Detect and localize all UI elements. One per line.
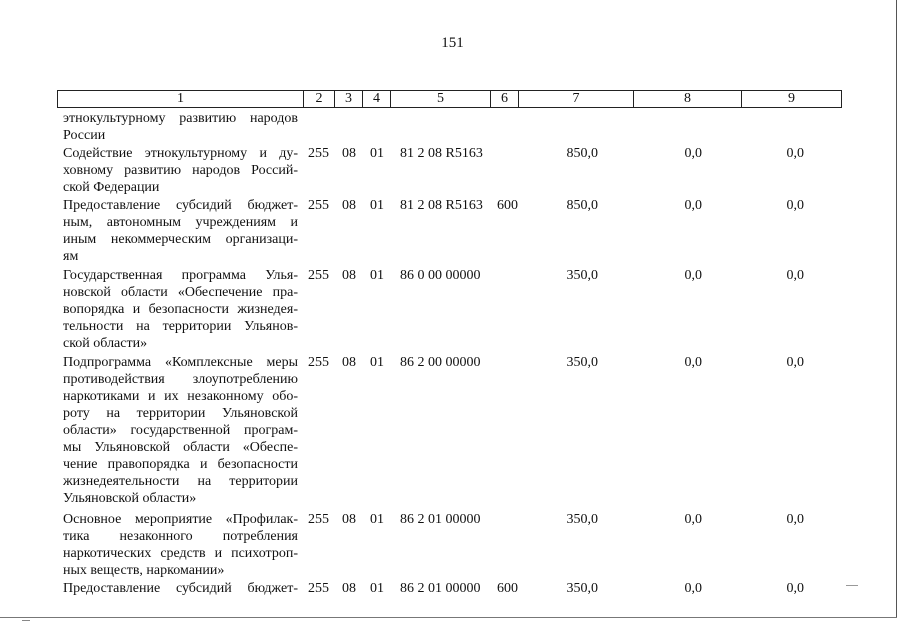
row-name-line: области» государственной програм- [63,423,298,438]
cell-section: 08 [342,146,356,161]
cell-amount-8: 0,0 [684,581,702,596]
cell-subsection: 01 [370,268,384,283]
page-border-bottom [0,617,897,618]
row-name-line: ным, автономным учреждениям и [63,215,298,230]
cell-admin-code: 255 [308,512,329,527]
cell-section: 08 [342,581,356,596]
row-name-line: тельности на территории Ульянов- [63,319,298,334]
cell-target-article: 86 2 00 00000 [400,355,481,370]
scan-mark [22,620,30,621]
cell-amount-7: 350,0 [566,512,598,527]
cell-target-article: 81 2 08 R5163 [400,146,483,161]
cell-amount-9: 0,0 [786,146,804,161]
cell-subsection: 01 [370,512,384,527]
cell-section: 08 [342,198,356,213]
cell-expense-type: 600 [497,581,518,596]
row-name-line: России [63,128,106,143]
cell-admin-code: 255 [308,146,329,161]
row-name [63,110,298,144]
cell-target-article: 86 2 01 00000 [400,512,481,527]
header-col-5: 5 [391,91,491,107]
row-name-line: Государственная программа Улья- [63,268,298,283]
row-name [63,197,298,265]
row-name [63,267,298,352]
row-name-line: Предоставление субсидий бюджет- [63,581,298,596]
row-name-line: Основное мероприятие «Профилак- [63,512,298,527]
cell-section: 08 [342,355,356,370]
row-name-line: вопорядка и безопасности жизнедея- [63,302,298,317]
row-name-line: иным некоммерческим организаци- [63,232,298,247]
cell-admin-code: 255 [308,355,329,370]
header-col-7: 7 [519,91,634,107]
row-name-line: наркотиками и их незаконному обо- [63,389,298,404]
table-header [57,90,842,108]
cell-amount-8: 0,0 [684,268,702,283]
cell-section: 08 [342,268,356,283]
header-col-6: 6 [491,91,519,107]
cell-target-article: 86 2 01 00000 [400,581,481,596]
cell-amount-8: 0,0 [684,512,702,527]
cell-amount-9: 0,0 [786,198,804,213]
row-name-line: жизнедеятельности на территории [63,474,298,489]
cell-amount-7: 350,0 [566,581,598,596]
row-name-line: ховному развитию народов Россий- [63,163,298,178]
cell-amount-7: 350,0 [566,355,598,370]
cell-target-article: 81 2 08 R5163 [400,198,483,213]
cell-subsection: 01 [370,581,384,596]
row-name-line: ных веществ, наркомании» [63,563,225,578]
row-name-line: мы Ульяновской области «Обеспе- [63,440,298,455]
row-name-line: наркотических средств и психотроп- [63,546,298,561]
cell-amount-7: 350,0 [566,268,598,283]
header-col-8: 8 [634,91,742,107]
row-name-line: чение правопорядка и безопасности [63,457,298,472]
row-name-line: Подпрограмма «Комплексные меры [63,355,298,370]
cell-admin-code: 255 [308,198,329,213]
cell-amount-9: 0,0 [786,512,804,527]
row-name [63,145,298,196]
row-name-line: ской Федерации [63,180,160,195]
cell-expense-type: 600 [497,198,518,213]
header-col-3: 3 [335,91,363,107]
row-name [63,511,298,579]
cell-amount-9: 0,0 [786,581,804,596]
cell-admin-code: 255 [308,581,329,596]
row-name-line: ям [63,249,79,264]
header-col-9: 9 [788,91,795,106]
row-name-line: ской области» [63,336,148,351]
cell-amount-8: 0,0 [684,355,702,370]
row-name-line: роту на территории Ульяновской [63,406,298,421]
cell-admin-code: 255 [308,268,329,283]
cell-amount-8: 0,0 [684,146,702,161]
row-name [63,580,298,597]
cell-amount-9: 0,0 [786,355,804,370]
row-name-line: противодействия злоупотреблению [63,372,298,387]
cell-subsection: 01 [370,355,384,370]
row-name [63,354,298,507]
cell-amount-8: 0,0 [684,198,702,213]
cell-subsection: 01 [370,146,384,161]
scan-mark [846,585,858,586]
header-col-1: 1 [58,91,304,107]
header-col-4: 4 [363,91,391,107]
cell-section: 08 [342,512,356,527]
cell-amount-9: 0,0 [786,268,804,283]
cell-amount-7: 850,0 [566,198,598,213]
row-name-line: Ульяновской области» [63,491,197,506]
cell-subsection: 01 [370,198,384,213]
row-name-line: этнокультурному развитию народов [63,111,298,126]
page-border-right [896,0,897,618]
cell-amount-7: 850,0 [566,146,598,161]
row-name-line: тика незаконного потребления [63,529,298,544]
row-name-line: Содействие этнокультурному и ду- [63,146,298,161]
cell-target-article: 86 0 00 00000 [400,268,481,283]
row-name-line: новской области «Обеспечение пра- [63,285,298,300]
page-number: 151 [441,35,464,51]
row-name-line: Предоставление субсидий бюджет- [63,198,298,213]
header-col-2: 2 [304,91,335,107]
